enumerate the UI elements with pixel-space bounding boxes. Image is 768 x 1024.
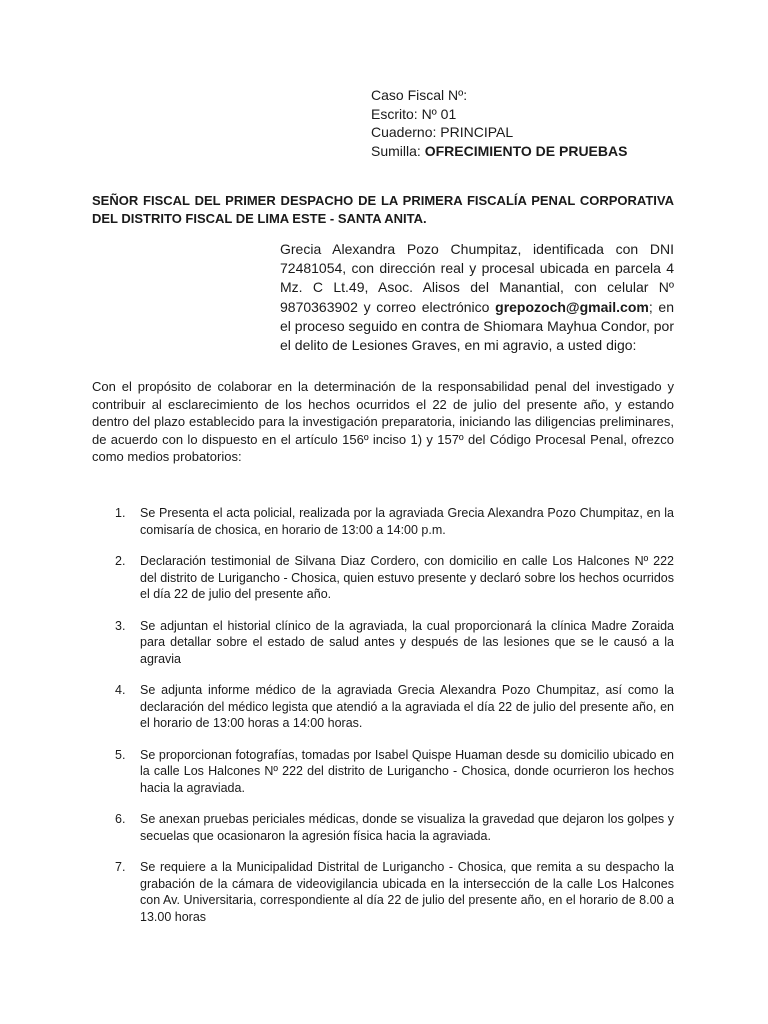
evidence-number: 5.	[115, 747, 126, 762]
addressee-heading: SEÑOR FISCAL DEL PRIMER DESPACHO DE LA PRIMERA FISCALÍA PENAL CORPORATIVA DEL DISTRITO FISCAL DE LIMA ESTE - SANTA ANITA.	[92, 193, 674, 226]
evidence-number: 7.	[115, 860, 126, 875]
evidence-text: Se adjunta informe médico de la agraviada Grecia Alexandra Pozo Chumpitaz, así como la declaración del médico legista que atendió a la agraviada el día 22 de julio del presente año, en el horario de 13:00 horas a 14:00 horas.	[140, 683, 674, 731]
intro-paragraph: Con el propósito de colaborar en la determinación de la responsabilidad penal del investigado y contribuir al esclarecimiento de los hechos ocurridos el 22 de julio del presente año, y estando dentro del plazo establecido para la investigación preparatoria, iniciando las diligencias preliminares, de acuerdo con lo dispuesto en el artículo 156º inciso 1) y 157º del Código Procesal Penal, ofrezco como medios probatorios:	[92, 379, 674, 465]
evidence-item	[92, 553, 674, 603]
evidence-text: Se Presenta el acta policial, realizada por la agraviada Grecia Alexandra Pozo Chumpitaz, en la comisaría de chosica, en horario de 13:00 a 14:00 p.m.	[140, 506, 674, 537]
evidence-text: Se proporcionan fotografías, tomadas por Isabel Quispe Huaman desde su domicilio ubicado en la calle Los Halcones Nº 222 del distrito de Lurigancho - Chosica, donde ocurrieron los hechos hacia la agraviada.	[140, 747, 674, 795]
case-number-line: Caso Fiscal Nº:	[371, 87, 468, 103]
petitioner-text-end: ; en el proceso seguido en contra de Shiomara Mayhua Condor, por el delito de Lesiones Graves, en mi agravio, a usted digo:	[280, 298, 674, 354]
summary-line	[371, 142, 627, 161]
evidence-text: Declaración testimonial de Silvana Diaz Cordero, con domicilio en calle Los Halcones Nº 222 del distrito de Lurigancho - Chosica, quien estuvo presente y declaró sobre los hechos ocurridos el día 22 de julio del presente año.	[140, 553, 674, 602]
notebook-line: Cuaderno: PRINCIPAL	[371, 124, 514, 140]
evidence-number: 1.	[115, 506, 126, 520]
evidence-text: Se anexan pruebas periciales médicas, donde se visualiza la gravedad que dejaron los golpes y secuelas que ocasionaron la agresión física hacia la agraviada.	[140, 812, 674, 843]
evidence-list	[92, 505, 674, 940]
evidence-text: Se adjuntan el historial clínico de la agraviada, la cual proporcionará la clínica Madre Zoraida para detallar sobre el estado de salud antes y después de las lesiones que se le causó a la agravia	[140, 618, 674, 666]
evidence-item	[92, 618, 674, 668]
filing-number-line: Escrito: Nº 01	[371, 105, 457, 122]
evidence-item	[92, 747, 674, 797]
evidence-number: 2.	[115, 553, 126, 568]
evidence-number: 6.	[115, 812, 126, 827]
summary-label: Sumilla:	[371, 142, 425, 159]
summary-value: OFRECIMIENTO DE PRUEBAS	[424, 142, 628, 159]
case-header	[371, 86, 627, 160]
petitioner-email: grepozoch@gmail.com	[495, 298, 649, 315]
evidence-text: Se requiere a la Municipalidad Distrital de Lurigancho - Chosica, que remita a su despacho la grabación de la cámara de videovigilancia ubicada en la intersección de la calle Los Halcones con Av. Universitaria, correspondiente al día 22 de julio del presente año, en el horario de 8.00 a 13.00 horas	[140, 860, 674, 925]
evidence-item	[92, 505, 674, 538]
evidence-item	[92, 811, 674, 844]
petitioner-text-start: Grecia Alexandra Pozo Chumpitaz, identificada con DNI 72481054, con dirección real y procesal ubicada en parcela 4 Mz. C Lt.49, Asoc. Alisos del Manantial, con celular Nº 9870363902 y correo electrónico	[280, 241, 674, 315]
evidence-number: 4.	[115, 683, 126, 698]
petitioner-paragraph	[280, 240, 674, 355]
evidence-item	[92, 859, 674, 925]
evidence-number: 3.	[115, 618, 126, 633]
evidence-item	[92, 682, 674, 732]
